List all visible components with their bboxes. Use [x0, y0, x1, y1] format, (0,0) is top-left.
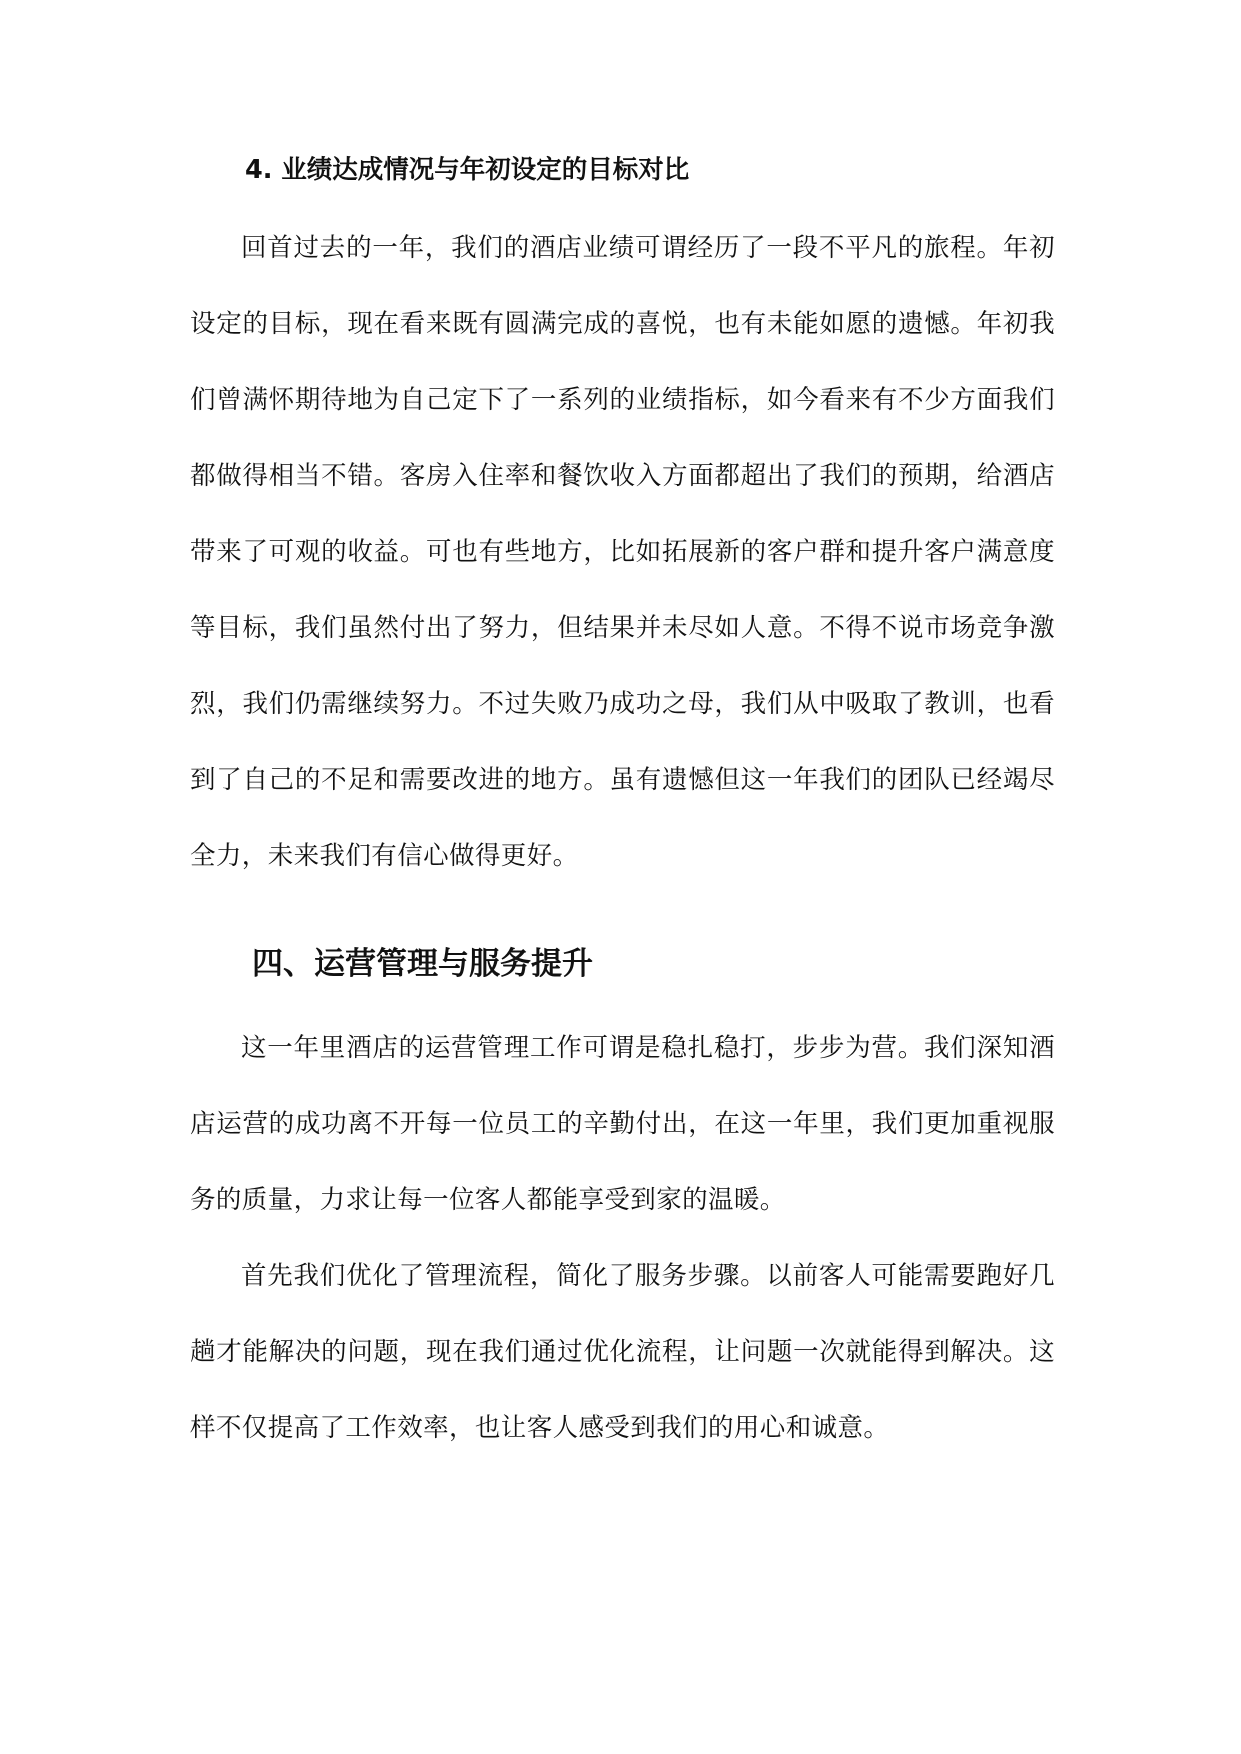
page-content	[190, 140, 1055, 1466]
body-paragraph: 回首过去的一年，我们的酒店业绩可谓经历了一段不平凡的旅程。年初设定的目标，现在看来既有圆满完成的喜悦，也有未能如愿的遗憾。年初我们曾满怀期待地为自己定下了一系列的业绩指标，如今看来有不少方面我们都做得相当不错。客房入住率和餐饮收入方面都超出了我们的预期，给酒店带来了可观的收益。可也有些地方，比如拓展新的客户群和提升客户满意度等目标，我们虽然付出了努力，但结果并未尽如人意。不得不说市场竞争激烈，我们仍需继续努力。不过失败乃成功之母，我们从中吸取了教训，也看到了自己的不足和需要改进的地方。虽有遗憾但这一年我们的团队已经竭尽全力，未来我们有信心做得更好。	[190, 233, 1055, 871]
body-paragraph: 这一年里酒店的运营管理工作可谓是稳扎稳打，步步为营。我们深知酒店运营的成功离不开每一位员工的辛勤付出，在这一年里，我们更加重视服务的质量，力求让每一位客人都能享受到家的温暖。	[190, 1033, 1055, 1215]
body-paragraph: 首先我们优化了管理流程，简化了服务步骤。以前客人可能需要跑好几趟才能解决的问题，现在我们通过优化流程，让问题一次就能得到解决。这样不仅提高了工作效率，也让客人感受到我们的用心和诚意。	[190, 1261, 1055, 1443]
subsection-heading: 4. 业绩达成情况与年初设定的目标对比	[245, 155, 690, 185]
section-heading: 四、运营管理与服务提升	[252, 946, 593, 982]
